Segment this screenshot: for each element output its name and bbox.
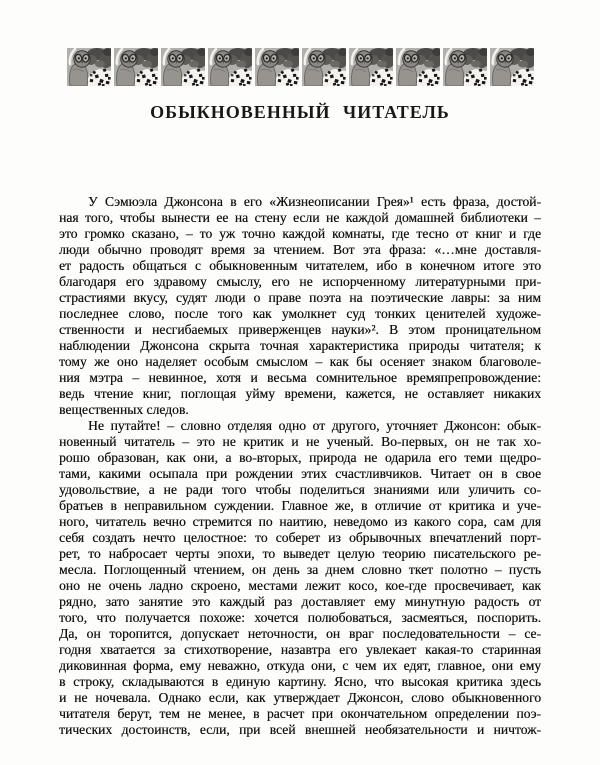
ornament-strip bbox=[0, 48, 600, 86]
owl-foliage-ornament-icon bbox=[114, 48, 158, 86]
text-line: Да, он торопится, допускает неточности, он враг последовательности – се- bbox=[59, 626, 541, 641]
article-text bbox=[59, 194, 541, 738]
text-line: последнее слово, после того как умолкнет суд тонких ценителей художе- bbox=[59, 306, 541, 321]
text-line: ет радость общаться с обыкновенным читателем, ибо в конечном итоге это bbox=[59, 258, 541, 273]
owl-foliage-ornament-icon bbox=[67, 48, 111, 86]
text-line: тому же оно наделяет особым смыслом – как бы осеняет знаком благоволе- bbox=[59, 354, 541, 369]
text-line: годня хватается за стихотворение, назавтра его увлекает какая-то старинная bbox=[59, 642, 541, 657]
owl-foliage-ornament-icon bbox=[443, 48, 487, 86]
owl-foliage-ornament-icon bbox=[490, 48, 534, 86]
text-line: тических достоинств, если, при всей внешней необязательности и ничтож- bbox=[59, 722, 541, 737]
text-line: себя создать нечто целостное: то соберет из обрывочных впечатлений порт- bbox=[59, 530, 541, 545]
text-line: тами, какими осыпала при рождении этих счастливчиков. Читает он в свое bbox=[59, 466, 541, 481]
text-line: У Сэмюэла Джонсона в его «Жизнеописании Грея»¹ есть фраза, достой- bbox=[88, 194, 541, 209]
text-line: рядно, зато занятие это каждый раз доставляет ему минутную радость от bbox=[59, 594, 541, 609]
text-line: наблюдении Джонсона скрыта точная характеристика природы читателя; к bbox=[59, 338, 541, 353]
text-line: удовольствие, а не ради того чтобы поделиться знаниями или уличить со- bbox=[59, 482, 541, 497]
owl-foliage-ornament-icon bbox=[161, 48, 205, 86]
text-line: и не ночевала. Однако если, как утверждает Джонсон, слово обыкновенного bbox=[59, 690, 541, 705]
text-line: ственности и несгибаемых приверженцев науки»². В этом проницательном bbox=[59, 322, 541, 337]
text-line: в строку, складываются в единую картину. Ясно, что высокая критика здесь bbox=[59, 674, 541, 689]
text-line: ная того, чтобы вынести ее на стену если не каждой домашней библиотеки – bbox=[59, 210, 541, 225]
owl-foliage-ornament-icon bbox=[396, 48, 440, 86]
text-line: Не путайте! – словно отделяя одно от другого, уточняет Джонсон: обык- bbox=[88, 418, 541, 433]
text-line: братьев в неправильном суждении. Главное же, в отличие от критика и уче- bbox=[59, 498, 541, 513]
owl-foliage-ornament-icon bbox=[349, 48, 393, 86]
text-line: новенный читатель – это не критик и не ученый. Во-первых, он не так хо- bbox=[59, 434, 541, 449]
text-line: ния мэтра – невинное, хотя и весьма сомнительное времяпрепровождение: bbox=[59, 370, 541, 385]
owl-foliage-ornament-icon bbox=[255, 48, 299, 86]
page-title: ОБЫКНОВЕННЫЙ ЧИТАТЕЛЬ bbox=[150, 102, 450, 122]
owl-foliage-ornament-icon bbox=[302, 48, 346, 86]
text-line: это громко сказано, – то уж точно каждой комнаты, где тесно от книг и где bbox=[59, 226, 541, 241]
text-line: ного, читатель вечно стремится по наитию, неведомо из какого сора, сам для bbox=[59, 514, 541, 529]
text-line: вещественных следов. bbox=[59, 402, 189, 417]
text-line: страстиями вкусу, судят люди о праве поэта на поэтические лавры: за ним bbox=[59, 290, 541, 305]
text-line: ведь чтение книг, поглощая уйму времени, кажется, не оставляет никаких bbox=[59, 386, 541, 401]
text-line: люди обычно проводят время за чтением. Вот эта фраза: «…мне доставля- bbox=[59, 242, 541, 257]
owl-foliage-ornament-icon bbox=[208, 48, 252, 86]
text-line: рошо образован, как они, а во-вторых, природа не одарила его теми щедро- bbox=[59, 450, 541, 465]
text-line: диковинная форма, ему неважно, откуда они, с чем их едят, главное, они ему bbox=[59, 658, 541, 673]
text-line: благодаря его здравому смыслу, его не испорченному литературными при- bbox=[59, 274, 541, 289]
text-line: читателя берут, тем не менее, в расчет при окончательном определении поэ- bbox=[59, 706, 541, 721]
text-line: месла. Поглощенный чтением, он день за днем словно ткет полотно – пусть bbox=[59, 562, 541, 577]
text-line: рет, то набросает черты эпохи, то выведет целую теорию писательского ре- bbox=[59, 546, 541, 561]
text-line: оно не очень ладно скроено, местами лежит косо, кое-где просвечивает, как bbox=[59, 578, 541, 593]
text-line: того, что получается похоже: хочется полюбоваться, засмеяться, поспорить. bbox=[59, 610, 541, 625]
